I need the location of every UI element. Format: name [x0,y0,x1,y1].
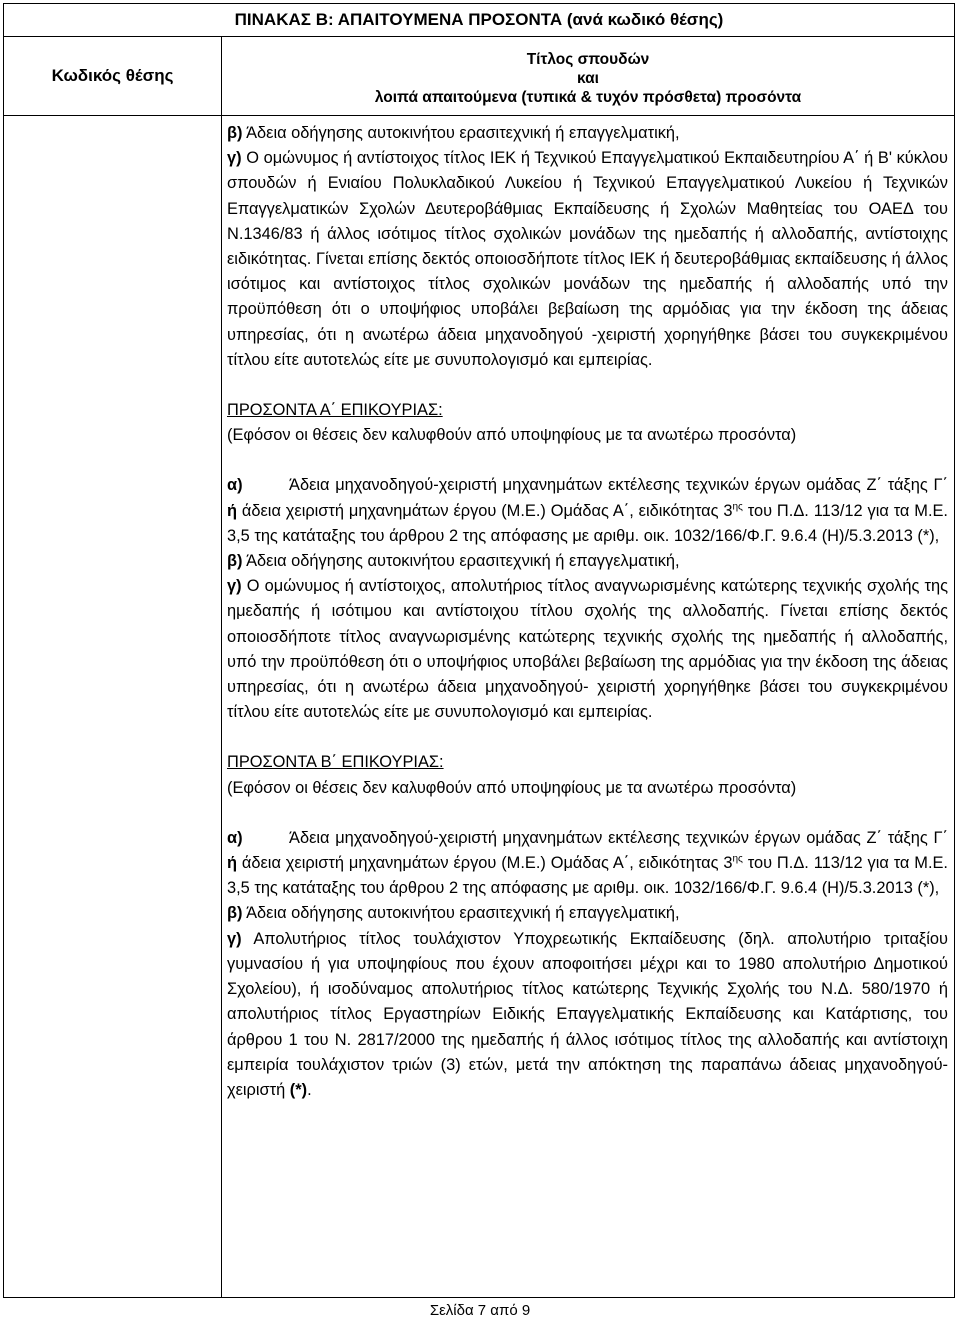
page-number: Σελίδα 7 από 9 [429,1302,531,1319]
col-desc-header-line1: Τίτλος σπουδών [526,50,650,68]
table-title: ΠΙΝΑΚΑΣ Β: ΑΠΑΙΤΟΥΜΕΝΑ ΠΡΟΣΟΝΤΑ (ανά κωδικό θέσης) [4,4,955,37]
requirements-cell [222,116,955,1298]
aux-b-title: ΠΡΟΣΟΝΤΑ Β΄ ΕΠΙΚΟΥΡΙΑΣ: [227,753,444,772]
aux-a-item-b: β) Άδεια οδήγησης αυτοκινήτου ερασιτεχνική ή επαγγελματική, [227,552,680,571]
aux-a-item-a: α) Άδεια μηχανοδηγού-χειριστή μηχανημάτων εκτέλεσης τεχνικών έργων ομάδας Ζ΄ τάξης Γ΄ ή άδεια χειριστή μηχανημάτων έργου (Μ.Ε.) Ομάδας Α΄, ειδικότητας $3^{\eta\varsigma}$ του Π.Δ. 113/12 για τα Μ.Ε. 3,5 της κατάταξης του άρθρου 2 της απόφασης με αριθμ. οικ. 1032/166/Φ.Γ. 9.6.4 (Η)/5.3.2013 (*), [227,476,948,545]
aux-b-item-a: α) Άδεια μηχανοδηγού-χειριστή μηχανημάτων εκτέλεσης τεχνικών έργων ομάδας Ζ΄ τάξης Γ΄ ή άδεια χειριστή μηχανημάτων έργου (Μ.Ε.) Ομάδας Α΄, ειδικότητας $3^{\eta\varsigma}$ του Π.Δ. 113/12 για τα Μ.Ε. 3,5 της κατάταξης του άρθρου 2 της απόφασης με αριθμ. οικ. 1032/166/Φ.Γ. 9.6.4 (Η)/5.3.2013 (*), [227,828,948,898]
main-item-b: β) Άδεια οδήγησης αυτοκινήτου ερασιτεχνική ή επαγγελματική, [227,124,680,142]
col-code-header: Κωδικός θέσης [4,37,222,116]
main-item-c: γ) Ο ομώνυμος ή αντίστοιχος τίτλος ΙΕΚ ή Τεχνικού Επαγγελματικού Εκπαιδευτηρίου Α΄ ή Β' κύκλου σπουδών ή Ενιαίου Πολυκλαδικού Λυκείου ή Τεχνικού Επαγγελματικού Λυκείου ή Τεχνικών Επαγγελματικών Σχολών Δευτεροβάθμιας Εκπαίδευσης ή Σχολών Μαθητείας του ΟΑΕΔ του Ν.1346/83 ή άλλος ισότιμος τίτλος σχολικών μονάδων της ημεδαπής ή αλλοδαπής, αντίστοιχης ειδικότητας. Γίνεται επίσης δεκτός οποιοσδήποτε τίτλος ΙΕΚ ή δευτεροβάθμιας εκπαίδευσης ή άλλος ισότιμος και αντίστοιχος τίτλος σχολικών μονάδων της ημεδαπής ή αλλοδαπής υπό την προϋπόθεση ότι ο υποψήφιος υποβάλει βεβαίωση της αρμόδιας για την έκδοση της άδειας υπηρεσίας, ότι η ανωτέρω άδεια μηχανοδηγού -χειριστή χορηγήθηκε βάσει του συγκεκριμένου τίτλου είτε αυτοτελώς είτε με συνυπολογισμό και εμπειρίας. [227,149,948,369]
aux-b-subtitle: (Εφόσον οι θέσεις δεν καλυφθούν από υποψηφίους με τα ανωτέρω προσόντα) [227,778,797,797]
aux-a-item-c: γ) Ο ομώνυμος ή αντίστοιχος, απολυτήριος τίτλος αναγνωρισμένης κατώτερης τεχνικής σχολής της ημεδαπής ή ισότιμου και αντίστοιχου τίτλου σχολής της αλλοδαπής. Γίνεται επίσης δεκτός οποιοσδήποτε τίτλος αναγνωρισμένης κατώτερης τεχνικής σχολής της ημεδαπής ή αλλοδαπής, υπό την προϋπόθεση ότι ο υποψήφιος υποβάλει βεβαίωση της αρμόδιας για την έκδοση της άδειας υπηρεσίας, ότι η ανωτέρω άδεια μηχανοδηγού- χειριστή χορηγήθηκε βάσει του συγκεκριμένου τίτλου είτε αυτοτελώς είτε με συνυπολογισμό και εμπειρίας. [227,577,949,722]
col-desc-header [222,37,955,116]
col-desc-header-line3: λοιπά απαιτούμενα (τυπικά & τυχόν πρόσθετα) προσόντα [374,88,802,106]
aux-a-subtitle: (Εφόσον οι θέσεις δεν καλυφθούν από υποψηφίους με τα ανωτέρω προσόντα) [227,426,797,445]
table-body-row [4,116,955,1298]
position-code-cell [4,116,222,1298]
aux-a-title: ΠΡΟΣΟΝΤΑ Α΄ ΕΠΙΚΟΥΡΙΑΣ: [227,401,443,420]
aux-b-item-c: γ) Απολυτήριος τίτλος τουλάχιστον Υποχρεωτικής Εκπαίδευσης (δηλ. απολυτήριο τριταξίου γυμνασίου ή για υποψηφίους που έχουν αποφοιτήσει μέχρι και το 1980 απολυτήριο Δημοτικού Σχολείου), ή ισοδύναμος απολυτήριος τίτλος κατώτερης Τεχνικής Σχολής του Ν.Δ. 580/1970 ή απολυτήριος τίτλος Εργαστηρίων Ειδικής Επαγγελματικής Εκπαίδευσης και Κατάρτισης, του άρθρου 1 του Ν. 2817/2000 της ημεδαπής ή άλλος ισότιμος τίτλος της αλλοδαπής και αντίστοιχη εμπειρία τουλάχιστον τριών (3) ετών, μετά την απόκτηση της παραπάνω άδειας μηχανοδηγού-χειριστή (*). [227,929,948,1099]
requirements-table [3,3,955,1298]
col-desc-header-line2: και [577,69,599,87]
aux-b-item-b: β) Άδεια οδήγησης αυτοκινήτου ερασιτεχνική ή επαγγελματική, [227,904,680,923]
table-header-row [4,37,955,116]
table-title-row [4,4,955,37]
